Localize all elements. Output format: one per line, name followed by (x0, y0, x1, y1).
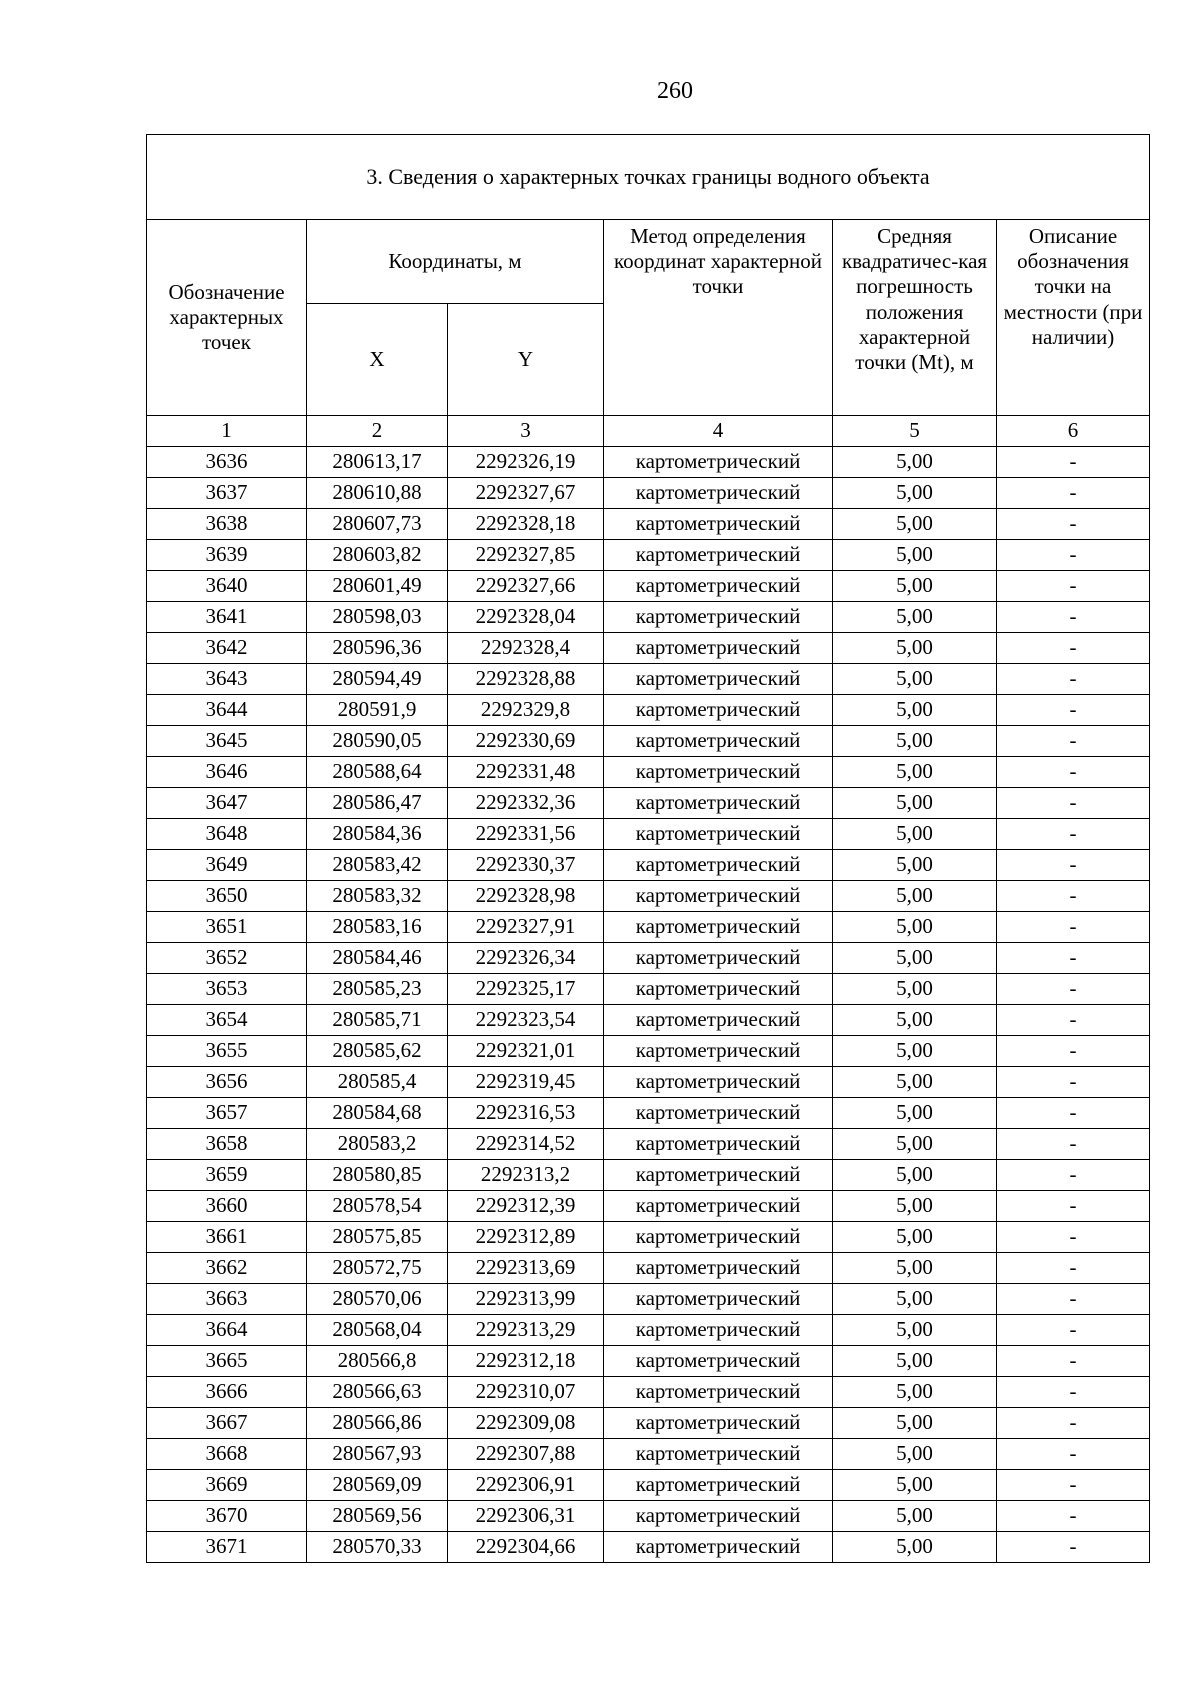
method-cell: картометрический (604, 788, 833, 819)
method-cell: картометрический (604, 1315, 833, 1346)
y-coordinate-cell: 2292323,54 (448, 1005, 604, 1036)
point-cell: 3663 (147, 1284, 307, 1315)
point-cell: 3660 (147, 1191, 307, 1222)
table-row (147, 1036, 1150, 1067)
point-cell: 3653 (147, 974, 307, 1005)
method-cell: картометрический (604, 1532, 833, 1563)
method-cell: картометрический (604, 478, 833, 509)
description-cell: - (997, 1346, 1150, 1377)
point-cell: 3636 (147, 447, 307, 478)
mean-error-cell: 5,00 (833, 1346, 997, 1377)
method-cell: картометрический (604, 695, 833, 726)
x-coordinate-cell: 280568,04 (307, 1315, 448, 1346)
table-row (147, 850, 1150, 881)
table-title: 3. Сведения о характерных точках границы водного объекта (147, 135, 1150, 220)
y-coordinate-cell: 2292304,66 (448, 1532, 604, 1563)
description-cell: - (997, 1470, 1150, 1501)
description-cell: - (997, 881, 1150, 912)
method-cell: картометрический (604, 850, 833, 881)
method-cell: картометрический (604, 571, 833, 602)
y-coordinate-cell: 2292312,18 (448, 1346, 604, 1377)
point-cell: 3668 (147, 1439, 307, 1470)
x-coordinate-cell: 280585,4 (307, 1067, 448, 1098)
method-cell: картометрический (604, 1408, 833, 1439)
x-coordinate-cell: 280603,82 (307, 540, 448, 571)
mean-error-cell: 5,00 (833, 1408, 997, 1439)
point-cell: 3652 (147, 943, 307, 974)
y-coordinate-cell: 2292332,36 (448, 788, 604, 819)
description-cell: - (997, 602, 1150, 633)
point-cell: 3659 (147, 1160, 307, 1191)
table-row (147, 943, 1150, 974)
y-coordinate-cell: 2292312,39 (448, 1191, 604, 1222)
y-coordinate-cell: 2292328,4 (448, 633, 604, 664)
mean-error-cell: 5,00 (833, 1315, 997, 1346)
method-cell: картометрический (604, 1191, 833, 1222)
mean-error-cell: 5,00 (833, 819, 997, 850)
point-cell: 3664 (147, 1315, 307, 1346)
point-cell: 3637 (147, 478, 307, 509)
header-x: X (307, 304, 448, 416)
mean-error-cell: 5,00 (833, 757, 997, 788)
point-cell: 3655 (147, 1036, 307, 1067)
point-cell: 3639 (147, 540, 307, 571)
x-coordinate-cell: 280566,86 (307, 1408, 448, 1439)
point-cell: 3671 (147, 1532, 307, 1563)
method-cell: картометрический (604, 509, 833, 540)
x-coordinate-cell: 280607,73 (307, 509, 448, 540)
description-cell: - (997, 1377, 1150, 1408)
table-row (147, 509, 1150, 540)
y-coordinate-cell: 2292330,69 (448, 726, 604, 757)
mean-error-cell: 5,00 (833, 1191, 997, 1222)
x-coordinate-cell: 280585,23 (307, 974, 448, 1005)
y-coordinate-cell: 2292328,04 (448, 602, 604, 633)
description-cell: - (997, 943, 1150, 974)
y-coordinate-cell: 2292326,19 (448, 447, 604, 478)
mean-error-cell: 5,00 (833, 602, 997, 633)
table-row (147, 1532, 1150, 1563)
x-coordinate-cell: 280570,33 (307, 1532, 448, 1563)
description-cell: - (997, 1098, 1150, 1129)
point-cell: 3643 (147, 664, 307, 695)
description-cell: - (997, 1532, 1150, 1563)
table-row (147, 1284, 1150, 1315)
boundary-points-table (146, 134, 1150, 1563)
description-cell: - (997, 974, 1150, 1005)
table-body (147, 447, 1150, 1563)
point-cell: 3644 (147, 695, 307, 726)
mean-error-cell: 5,00 (833, 1377, 997, 1408)
point-cell: 3645 (147, 726, 307, 757)
mean-error-cell: 5,00 (833, 633, 997, 664)
mean-error-cell: 5,00 (833, 1036, 997, 1067)
method-cell: картометрический (604, 1222, 833, 1253)
method-cell: картометрический (604, 1067, 833, 1098)
y-coordinate-cell: 2292327,66 (448, 571, 604, 602)
description-cell: - (997, 1129, 1150, 1160)
header-method: Метод определения координат характерной точки (604, 220, 833, 416)
x-coordinate-cell: 280570,06 (307, 1284, 448, 1315)
mean-error-cell: 5,00 (833, 540, 997, 571)
description-cell: - (997, 1501, 1150, 1532)
description-cell: - (997, 1191, 1150, 1222)
point-cell: 3658 (147, 1129, 307, 1160)
description-cell: - (997, 912, 1150, 943)
x-coordinate-cell: 280583,42 (307, 850, 448, 881)
x-coordinate-cell: 280584,46 (307, 943, 448, 974)
table-row (147, 1129, 1150, 1160)
y-coordinate-cell: 2292327,85 (448, 540, 604, 571)
y-coordinate-cell: 2292313,2 (448, 1160, 604, 1191)
table-row (147, 726, 1150, 757)
method-cell: картометрический (604, 540, 833, 571)
x-coordinate-cell: 280584,68 (307, 1098, 448, 1129)
column-number-6: 6 (997, 416, 1150, 447)
table-row (147, 633, 1150, 664)
mean-error-cell: 5,00 (833, 1129, 997, 1160)
point-cell: 3642 (147, 633, 307, 664)
y-coordinate-cell: 2292309,08 (448, 1408, 604, 1439)
mean-error-cell: 5,00 (833, 1160, 997, 1191)
mean-error-cell: 5,00 (833, 571, 997, 602)
mean-error-cell: 5,00 (833, 943, 997, 974)
x-coordinate-cell: 280585,62 (307, 1036, 448, 1067)
y-coordinate-cell: 2292321,01 (448, 1036, 604, 1067)
page-number: 260 (657, 78, 693, 104)
y-coordinate-cell: 2292327,67 (448, 478, 604, 509)
mean-error-cell: 5,00 (833, 509, 997, 540)
table-row (147, 788, 1150, 819)
description-cell: - (997, 1160, 1150, 1191)
header-coordinates: Координаты, м (307, 220, 604, 304)
x-coordinate-cell: 280610,88 (307, 478, 448, 509)
header-mean-error: Средняя квадратичес-кая погрешность положения характерной точки (Mt), м (833, 220, 997, 416)
mean-error-cell: 5,00 (833, 881, 997, 912)
description-cell: - (997, 447, 1150, 478)
column-number-3: 3 (448, 416, 604, 447)
point-cell: 3648 (147, 819, 307, 850)
table-row (147, 1067, 1150, 1098)
mean-error-cell: 5,00 (833, 1501, 997, 1532)
x-coordinate-cell: 280566,63 (307, 1377, 448, 1408)
method-cell: картометрический (604, 1036, 833, 1067)
point-cell: 3667 (147, 1408, 307, 1439)
method-cell: картометрический (604, 1470, 833, 1501)
column-number-2: 2 (307, 416, 448, 447)
description-cell: - (997, 1253, 1150, 1284)
x-coordinate-cell: 280575,85 (307, 1222, 448, 1253)
description-cell: - (997, 1005, 1150, 1036)
table-row (147, 912, 1150, 943)
method-cell: картометрический (604, 1129, 833, 1160)
x-coordinate-cell: 280596,36 (307, 633, 448, 664)
x-coordinate-cell: 280583,16 (307, 912, 448, 943)
y-coordinate-cell: 2292331,56 (448, 819, 604, 850)
mean-error-cell: 5,00 (833, 726, 997, 757)
description-cell: - (997, 478, 1150, 509)
x-coordinate-cell: 280594,49 (307, 664, 448, 695)
point-cell: 3661 (147, 1222, 307, 1253)
method-cell: картометрический (604, 1346, 833, 1377)
point-cell: 3656 (147, 1067, 307, 1098)
point-cell: 3666 (147, 1377, 307, 1408)
table-row (147, 1005, 1150, 1036)
y-coordinate-cell: 2292314,52 (448, 1129, 604, 1160)
mean-error-cell: 5,00 (833, 1067, 997, 1098)
table-row (147, 478, 1150, 509)
point-cell: 3669 (147, 1470, 307, 1501)
header-description: Описание обозначения точки на местности (при наличии) (997, 220, 1150, 416)
description-cell: - (997, 1284, 1150, 1315)
mean-error-cell: 5,00 (833, 664, 997, 695)
method-cell: картометрический (604, 1284, 833, 1315)
mean-error-cell: 5,00 (833, 1005, 997, 1036)
table-row (147, 1253, 1150, 1284)
description-cell: - (997, 571, 1150, 602)
x-coordinate-cell: 280566,8 (307, 1346, 448, 1377)
x-coordinate-cell: 280572,75 (307, 1253, 448, 1284)
table-row (147, 1501, 1150, 1532)
description-cell: - (997, 695, 1150, 726)
mean-error-cell: 5,00 (833, 1098, 997, 1129)
y-coordinate-cell: 2292328,88 (448, 664, 604, 695)
method-cell: картометрический (604, 447, 833, 478)
x-coordinate-cell: 280567,93 (307, 1439, 448, 1470)
column-number-4: 4 (604, 416, 833, 447)
x-coordinate-cell: 280613,17 (307, 447, 448, 478)
method-cell: картометрический (604, 1098, 833, 1129)
point-cell: 3641 (147, 602, 307, 633)
description-cell: - (997, 664, 1150, 695)
point-cell: 3650 (147, 881, 307, 912)
point-cell: 3647 (147, 788, 307, 819)
description-cell: - (997, 819, 1150, 850)
point-cell: 3651 (147, 912, 307, 943)
mean-error-cell: 5,00 (833, 1532, 997, 1563)
table-row (147, 881, 1150, 912)
table-row (147, 974, 1150, 1005)
y-coordinate-cell: 2292310,07 (448, 1377, 604, 1408)
method-cell: картометрический (604, 881, 833, 912)
x-coordinate-cell: 280591,9 (307, 695, 448, 726)
mean-error-cell: 5,00 (833, 1284, 997, 1315)
column-number-5: 5 (833, 416, 997, 447)
mean-error-cell: 5,00 (833, 788, 997, 819)
method-cell: картометрический (604, 1501, 833, 1532)
point-cell: 3665 (147, 1346, 307, 1377)
method-cell: картометрический (604, 1377, 833, 1408)
mean-error-cell: 5,00 (833, 912, 997, 943)
description-cell: - (997, 850, 1150, 881)
method-cell: картометрический (604, 726, 833, 757)
y-coordinate-cell: 2292312,89 (448, 1222, 604, 1253)
mean-error-cell: 5,00 (833, 1253, 997, 1284)
method-cell: картометрический (604, 1005, 833, 1036)
x-coordinate-cell: 280585,71 (307, 1005, 448, 1036)
method-cell: картометрический (604, 1439, 833, 1470)
point-cell: 3662 (147, 1253, 307, 1284)
method-cell: картометрический (604, 664, 833, 695)
x-coordinate-cell: 280569,09 (307, 1470, 448, 1501)
point-cell: 3654 (147, 1005, 307, 1036)
description-cell: - (997, 540, 1150, 571)
table-row (147, 1315, 1150, 1346)
method-cell: картометрический (604, 1160, 833, 1191)
x-coordinate-cell: 280569,56 (307, 1501, 448, 1532)
mean-error-cell: 5,00 (833, 850, 997, 881)
table-row (147, 1098, 1150, 1129)
x-coordinate-cell: 280598,03 (307, 602, 448, 633)
table-row (147, 540, 1150, 571)
table-row (147, 1191, 1150, 1222)
method-cell: картометрический (604, 757, 833, 788)
table-row (147, 1222, 1150, 1253)
y-coordinate-cell: 2292313,69 (448, 1253, 604, 1284)
y-coordinate-cell: 2292328,98 (448, 881, 604, 912)
table-row (147, 571, 1150, 602)
y-coordinate-cell: 2292307,88 (448, 1439, 604, 1470)
description-cell: - (997, 1315, 1150, 1346)
table-row (147, 1408, 1150, 1439)
method-cell: картометрический (604, 633, 833, 664)
description-cell: - (997, 1067, 1150, 1098)
table-row (147, 1160, 1150, 1191)
mean-error-cell: 5,00 (833, 1470, 997, 1501)
x-coordinate-cell: 280601,49 (307, 571, 448, 602)
table-row (147, 1470, 1150, 1501)
method-cell: картометрический (604, 819, 833, 850)
x-coordinate-cell: 280578,54 (307, 1191, 448, 1222)
description-cell: - (997, 1439, 1150, 1470)
table-row (147, 695, 1150, 726)
y-coordinate-cell: 2292313,29 (448, 1315, 604, 1346)
method-cell: картометрический (604, 602, 833, 633)
table-row (147, 664, 1150, 695)
x-coordinate-cell: 280590,05 (307, 726, 448, 757)
y-coordinate-cell: 2292306,31 (448, 1501, 604, 1532)
x-coordinate-cell: 280584,36 (307, 819, 448, 850)
y-coordinate-cell: 2292306,91 (448, 1470, 604, 1501)
y-coordinate-cell: 2292330,37 (448, 850, 604, 881)
description-cell: - (997, 509, 1150, 540)
method-cell: картометрический (604, 974, 833, 1005)
point-cell: 3638 (147, 509, 307, 540)
method-cell: картометрический (604, 943, 833, 974)
point-cell: 3657 (147, 1098, 307, 1129)
point-cell: 3640 (147, 571, 307, 602)
x-coordinate-cell: 280583,2 (307, 1129, 448, 1160)
y-coordinate-cell: 2292331,48 (448, 757, 604, 788)
mean-error-cell: 5,00 (833, 1439, 997, 1470)
mean-error-cell: 5,00 (833, 478, 997, 509)
table-row (147, 602, 1150, 633)
table-row (147, 819, 1150, 850)
mean-error-cell: 5,00 (833, 695, 997, 726)
description-cell: - (997, 1036, 1150, 1067)
header-y: Y (448, 304, 604, 416)
point-cell: 3649 (147, 850, 307, 881)
method-cell: картометрический (604, 1253, 833, 1284)
mean-error-cell: 5,00 (833, 974, 997, 1005)
table-row (147, 1377, 1150, 1408)
y-coordinate-cell: 2292325,17 (448, 974, 604, 1005)
y-coordinate-cell: 2292319,45 (448, 1067, 604, 1098)
x-coordinate-cell: 280583,32 (307, 881, 448, 912)
point-cell: 3646 (147, 757, 307, 788)
description-cell: - (997, 726, 1150, 757)
table-row (147, 1439, 1150, 1470)
y-coordinate-cell: 2292329,8 (448, 695, 604, 726)
y-coordinate-cell: 2292328,18 (448, 509, 604, 540)
table-row (147, 1346, 1150, 1377)
point-cell: 3670 (147, 1501, 307, 1532)
mean-error-cell: 5,00 (833, 447, 997, 478)
y-coordinate-cell: 2292313,99 (448, 1284, 604, 1315)
table-row (147, 757, 1150, 788)
y-coordinate-cell: 2292327,91 (448, 912, 604, 943)
method-cell: картометрический (604, 912, 833, 943)
mean-error-cell: 5,00 (833, 1222, 997, 1253)
header-point-designation: Обозначение характерных точек (147, 220, 307, 416)
description-cell: - (997, 1222, 1150, 1253)
x-coordinate-cell: 280588,64 (307, 757, 448, 788)
table-row (147, 447, 1150, 478)
x-coordinate-cell: 280580,85 (307, 1160, 448, 1191)
description-cell: - (997, 788, 1150, 819)
x-coordinate-cell: 280586,47 (307, 788, 448, 819)
description-cell: - (997, 633, 1150, 664)
column-number-1: 1 (147, 416, 307, 447)
y-coordinate-cell: 2292316,53 (448, 1098, 604, 1129)
y-coordinate-cell: 2292326,34 (448, 943, 604, 974)
description-cell: - (997, 757, 1150, 788)
description-cell: - (997, 1408, 1150, 1439)
